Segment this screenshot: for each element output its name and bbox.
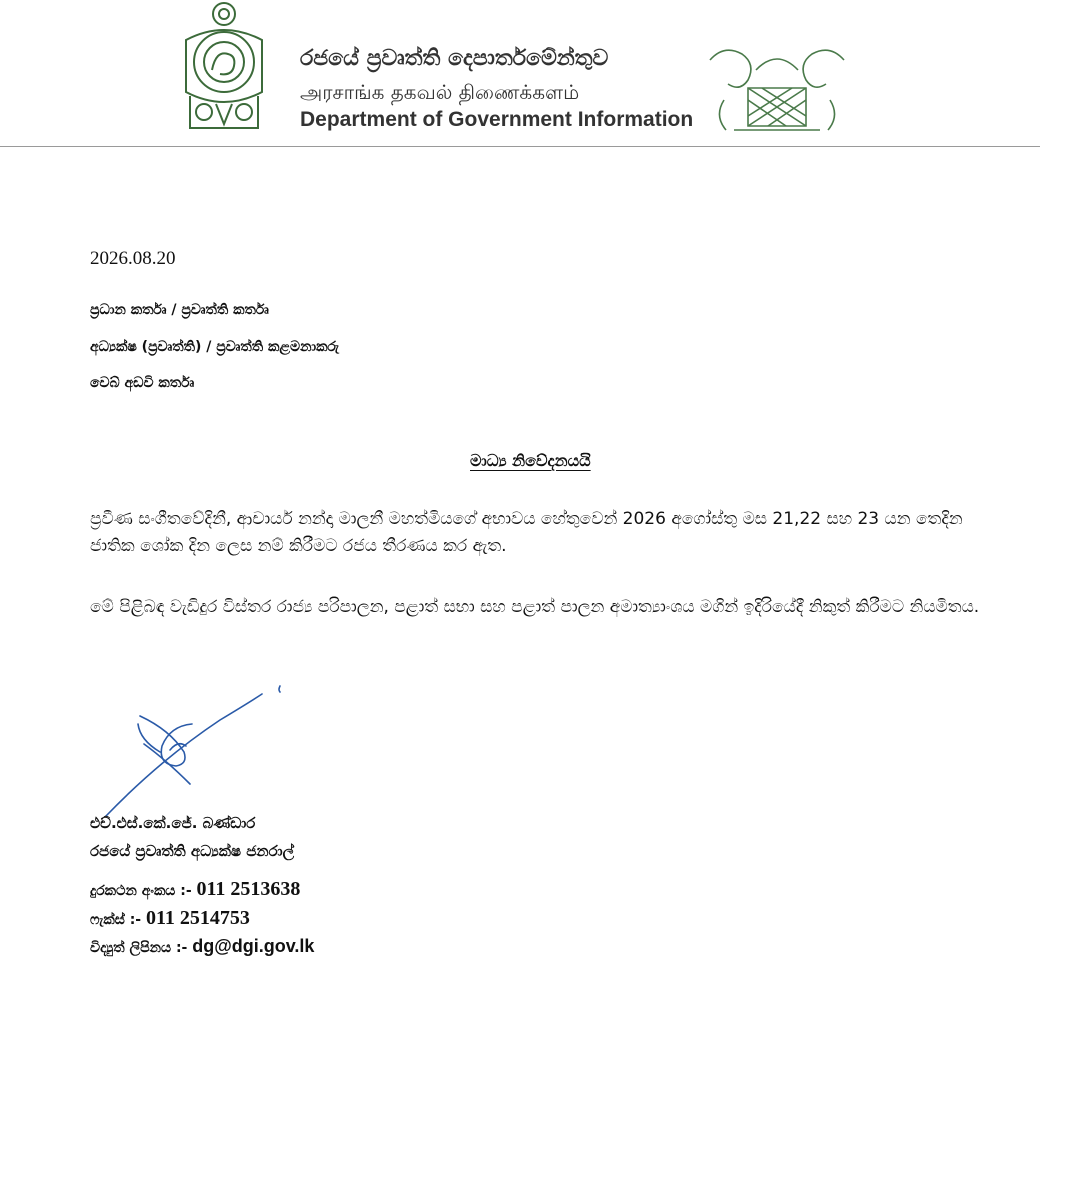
sri-lanka-emblem-icon	[176, 0, 272, 134]
phone-number: 011 2513638	[196, 878, 301, 900]
recipient-line: අධ්‍යක්ෂ (ප්‍රවෘත්ති) / ප්‍රවෘත්ති කළමනාකරු	[90, 339, 340, 355]
department-name-tamil: அரசாங்க தகவல் திணைக்களம்	[300, 80, 580, 104]
letter-date: 2026.08.20	[90, 248, 176, 269]
decorative-motif-icon	[704, 40, 850, 136]
recipient-line: වෙබ් අඩවි කර්තෘ	[90, 375, 195, 391]
body-paragraph: ප්‍රවීණ සංගීතවේදිනී, ආචාර්ය නන්දා මාලනී මහත්මියගේ අභාවය හේතුවෙන් 2026 අගෝස්තු මස 21,22 සහ 23 යන තෙදින ජාතික ශෝක දින ලෙස නම් කිරීමට රජය තීරණය කර ඇත.	[90, 509, 963, 556]
department-name-sinhala: රජයේ ප්‍රවෘත්ති දෙපාර්තමේන්තුව	[300, 46, 609, 71]
contact-label: දුරකථන අංකය :-	[90, 883, 197, 899]
contact-fax	[90, 907, 250, 930]
header-divider	[0, 146, 1040, 147]
email-address: dg@dgi.gov.lk	[192, 936, 315, 956]
signatory-name: එච්.එස්.කේ.ජේ. බණ්ඩාර	[90, 814, 256, 832]
document-heading: මාධ්‍ය නිවේදනයයි	[470, 451, 591, 470]
handwritten-signature	[100, 680, 300, 820]
contact-label: ෆැක්ස් :-	[90, 912, 146, 928]
fax-number: 011 2514753	[145, 907, 250, 929]
contact-label: විද්‍යුත් ලිපිනය :-	[90, 940, 193, 956]
signatory-title: රජයේ ප්‍රවෘත්ති අධ්‍යක්ෂ ජනරාල්	[90, 842, 295, 860]
letterhead	[0, 0, 1079, 150]
body-paragraph: මේ පිළිබඳ වැඩිදුර විස්තර රාජ්‍ය පරිපාලන, පළාත් සභා සහ පළාත් පාලන අමාත්‍යාංශය මගින් ඉදිරියේදී නිකුත් කිරීමට නියමිතය.	[90, 597, 980, 617]
contact-email	[90, 936, 314, 957]
contact-phone	[90, 878, 300, 901]
department-name-english: Department of Government Information	[300, 108, 694, 131]
recipient-line: ප්‍රධාන කර්තෘ / ප්‍රවෘත්ති කර්තෘ	[90, 302, 269, 318]
